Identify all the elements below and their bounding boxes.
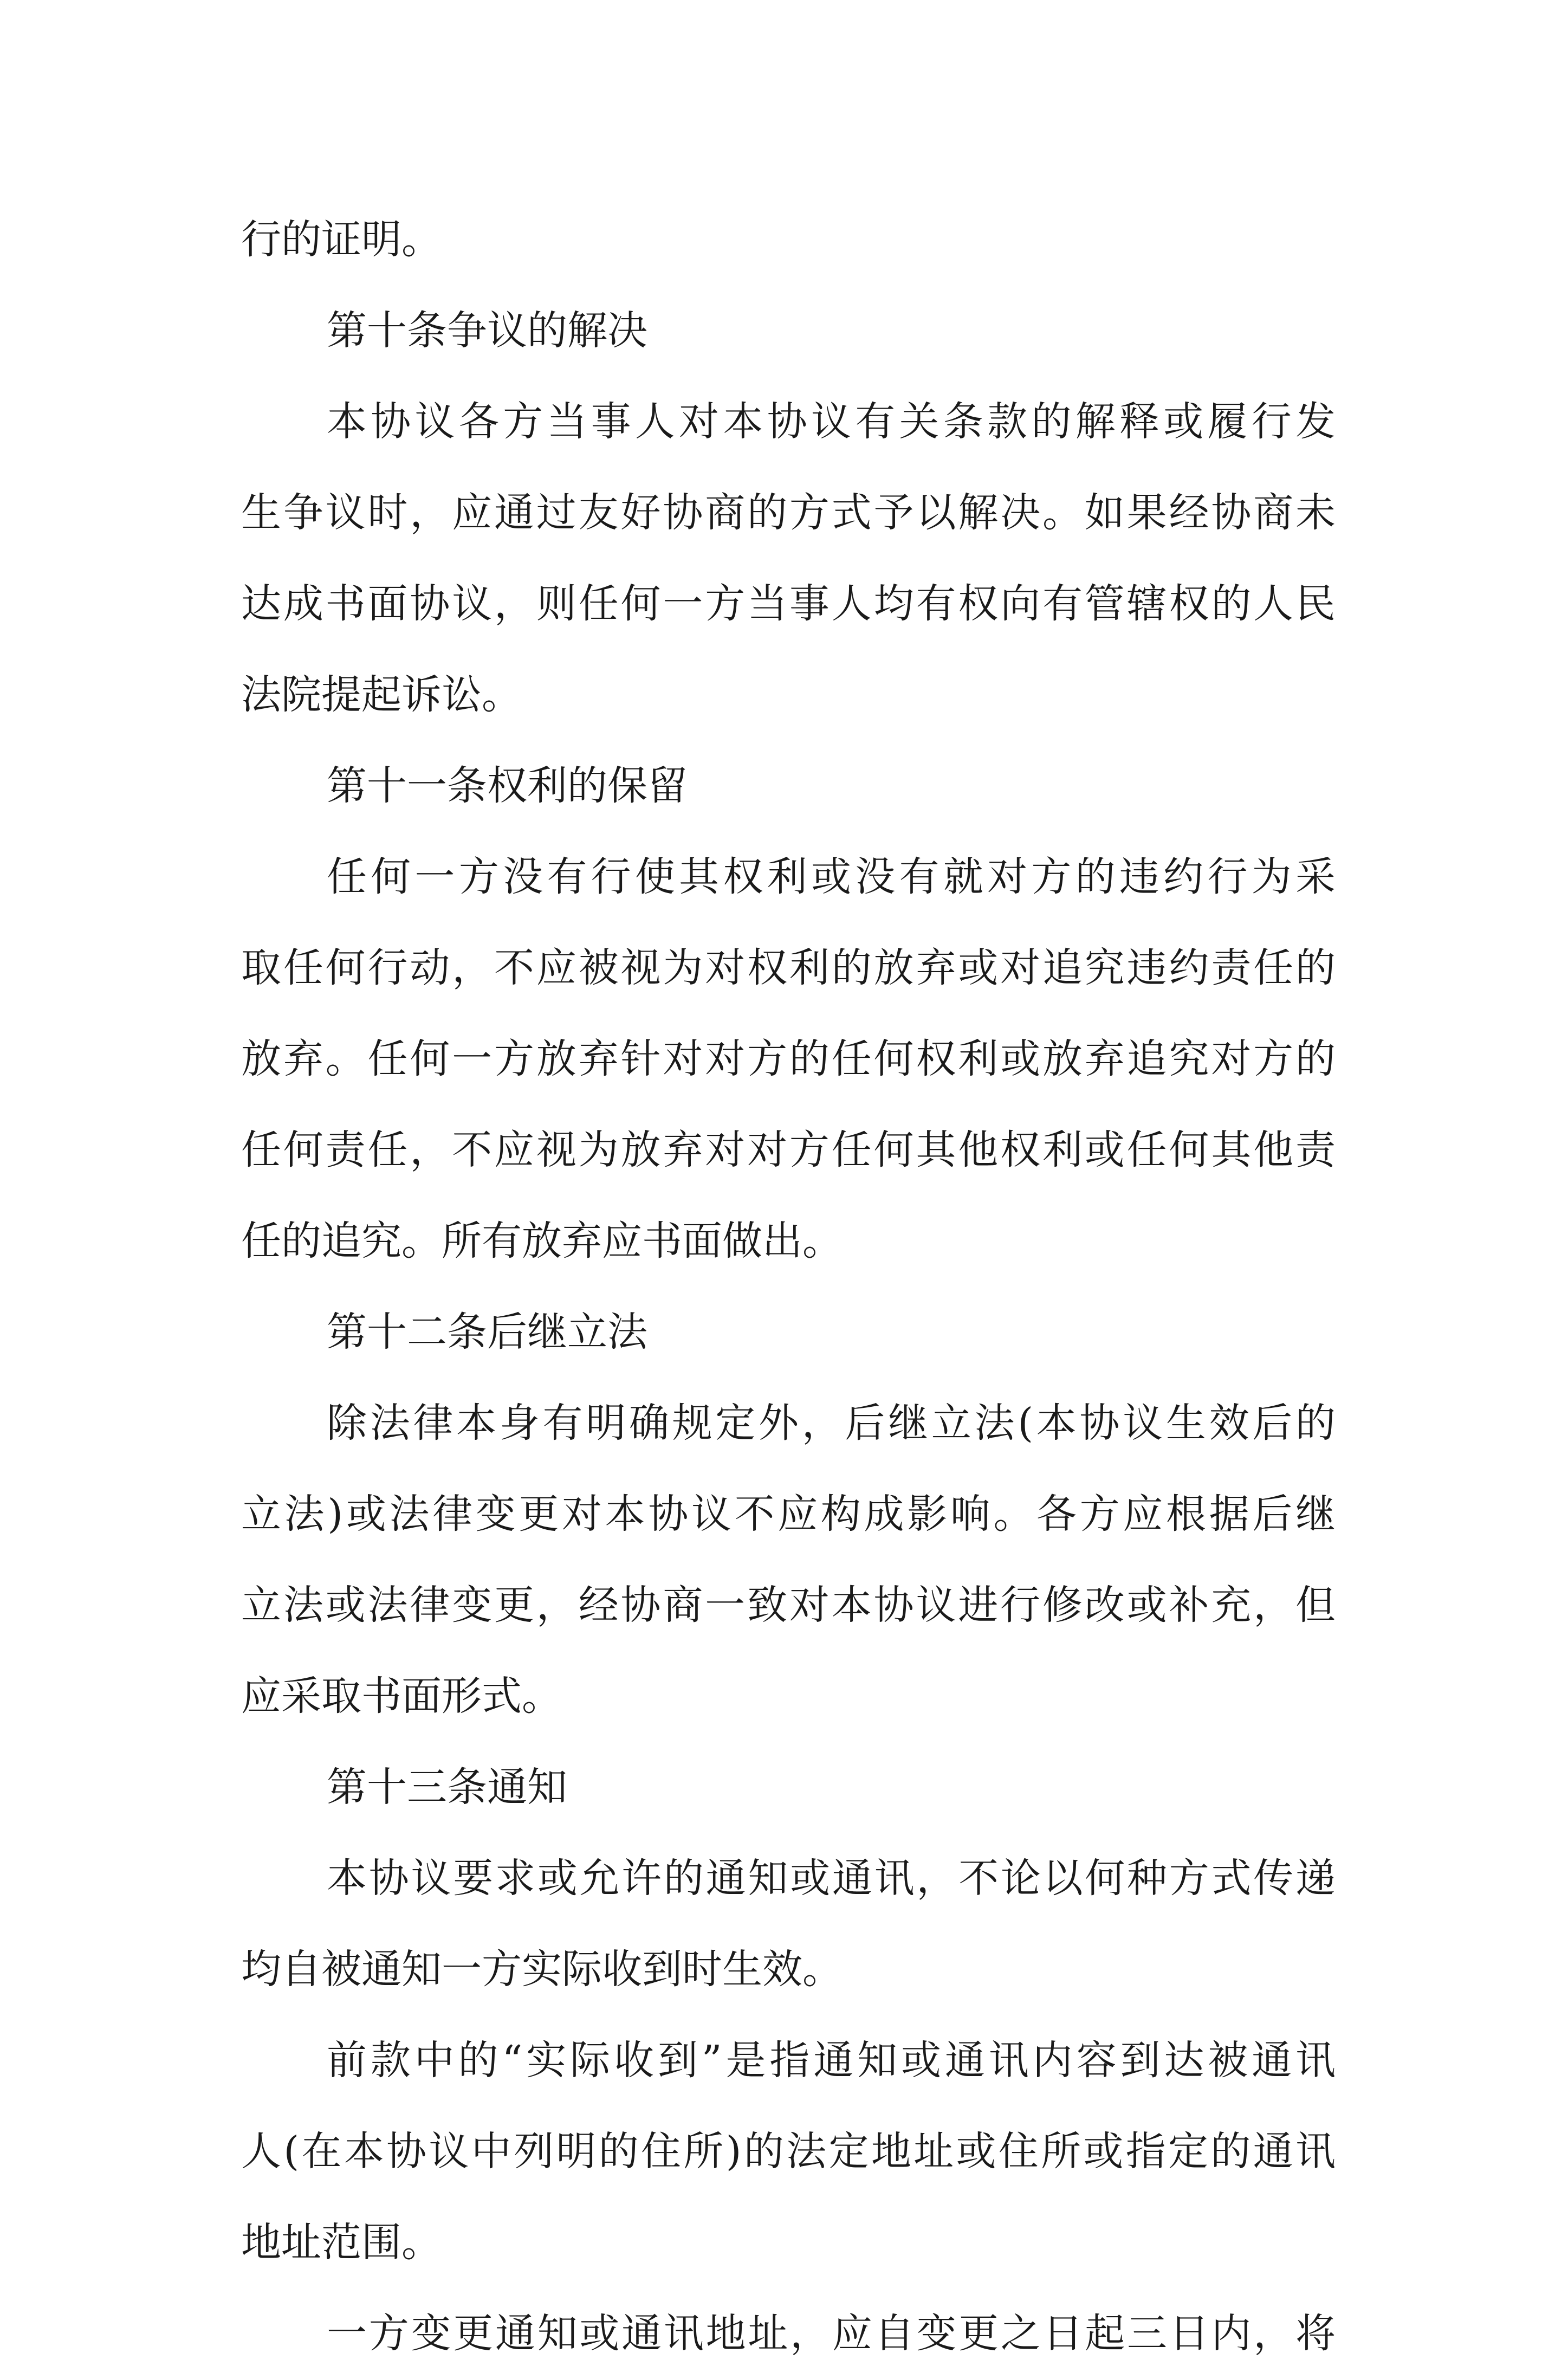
- text-line: 任何一方没有行使其权利或没有就对方的违约行为采: [327, 854, 1336, 900]
- text-line: 地址范围。: [241, 2219, 442, 2266]
- text-line: 人(在本协议中列明的住所)的法定地址或住所或指定的通讯: [241, 2128, 1336, 2175]
- text-line: 取任何行动，不应被视为对权利的放弃或对追究违约责任的: [241, 945, 1336, 991]
- text-line: 行的证明。: [241, 216, 442, 263]
- text-line: 均自被通知一方实际收到时生效。: [241, 1946, 843, 1993]
- text-line: 前款中的“实际收到”是指通知或通讯内容到达被通讯: [327, 2037, 1336, 2084]
- text-line: 法院提起诉讼。: [241, 671, 522, 718]
- section-heading-article-13: 第十三条通知: [327, 1764, 567, 1811]
- text-line: 立法或法律变更，经协商一致对本协议进行修改或补充，但: [241, 1582, 1336, 1628]
- section-heading-article-11: 第十一条权利的保留: [327, 762, 688, 809]
- text-line: 生争议时，应通过友好协商的方式予以解决。如果经协商未: [241, 489, 1336, 536]
- section-heading-article-10: 第十条争议的解决: [327, 307, 647, 354]
- document-body: [241, 194, 1336, 2379]
- text-line: 立法)或法律变更对本协议不应构成影响。各方应根据后继: [241, 1491, 1336, 1537]
- text-line: 任的追究。所有放弃应书面做出。: [241, 1218, 843, 1264]
- text-line: 任何责任，不应视为放弃对对方任何其他权利或任何其他责: [241, 1127, 1336, 1173]
- text-line: 应采取书面形式。: [241, 1673, 562, 1719]
- text-line: 除法律本身有明确规定外，后继立法(本协议生效后的: [327, 1400, 1336, 1446]
- text-line: 放弃。任何一方放弃针对对方的任何权利或放弃追究对方的: [241, 1036, 1336, 1082]
- text-line: 达成书面协议，则任何一方当事人均有权向有管辖权的人民: [241, 580, 1336, 627]
- section-heading-article-12: 第十二条后继立法: [327, 1309, 647, 1355]
- text-line: 一方变更通知或通讯地址，应自变更之日起三日内，将: [327, 2310, 1336, 2357]
- text-line: 本协议要求或允许的通知或通讯，不论以何种方式传递: [327, 1855, 1336, 1902]
- text-line: 本协议各方当事人对本协议有关条款的解释或履行发: [327, 398, 1336, 445]
